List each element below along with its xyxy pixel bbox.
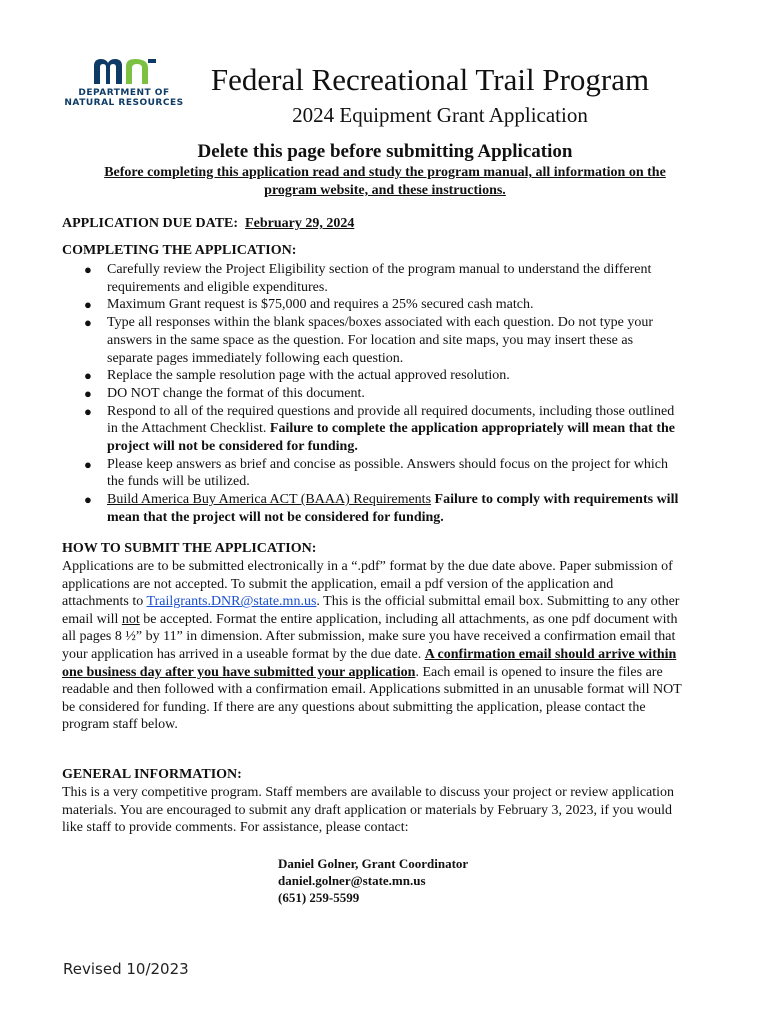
bullet-text: Replace the sample resolution page with the actual approved resolution. — [107, 368, 510, 384]
notice-line-1: Before completing this application read and study the program manual, all information on the — [104, 165, 666, 180]
bullet-icon: ● — [84, 262, 92, 277]
confirmation-email-notice: A confirmation email should arrive within one business day after you have submitted your application — [62, 646, 677, 680]
how-text-1: Applications are to be submitted electronically in a “.pdf” format by the due date above. Paper submission of applications are not accepted. To submit the application, email a pdf version of the application and attachments to — [62, 559, 673, 610]
bullet-icon: ● — [84, 315, 92, 331]
not-emphasis: not — [121, 611, 140, 627]
before-completing-notice — [60, 164, 710, 200]
bullet-icon: ● — [84, 368, 92, 384]
how-text-3: be accepted. Format the entire application, including all attachments, as one pdf document with all pages 8 ½” by 11” in dimension. After submission, make sure you have received a confirmation email that your application has arrived in a useable format by the due date. — [62, 611, 678, 662]
logo-line-1: DEPARTMENT OF — [78, 88, 170, 98]
contact-block — [278, 855, 468, 906]
page-title: Federal Recreational Trail Program — [210, 62, 650, 97]
page-subtitle: 2024 Equipment Grant Application — [292, 103, 588, 127]
notice-line-2: program website, and these instructions. — [264, 183, 506, 198]
due-date — [62, 215, 354, 233]
how-to-submit-heading: HOW TO SUBMIT THE APPLICATION: — [62, 541, 317, 556]
delete-notice-heading: Delete this page before submitting Application — [197, 141, 573, 162]
bullet-icon: ● — [84, 403, 92, 419]
bullet-icon: ● — [84, 492, 92, 508]
list-item — [62, 367, 682, 385]
revised-date: Revised 10/2023 — [63, 960, 189, 978]
how-text-4: . Each email is opened to insure the files are readable and then followed with a confirmation email. Applications submitted in an unusable format will NOT be considered for funding. If there are any questions about submitting the application, please contact the program staff below. — [62, 664, 682, 733]
bullet-icon: ● — [84, 456, 92, 472]
mn-dnr-logo — [58, 56, 190, 112]
list-item — [62, 491, 682, 526]
logo-line-2: NATURAL RESOURCES — [64, 98, 184, 108]
baaa-requirements-link[interactable]: Build America Buy America ACT (BAAA) Requirements — [107, 492, 432, 508]
trailgrants-email-link[interactable]: Trailgrants.DNR@state.mn.us — [146, 594, 317, 610]
contact-name: Daniel Golner, Grant Coordinator — [278, 856, 469, 871]
bullet-text: Please keep answers as brief and concise as possible. Answers should focus on the project for which the funds will be utilized. — [107, 456, 669, 490]
completing-heading: COMPLETING THE APPLICATION: — [62, 243, 297, 258]
contact-email[interactable]: daniel.golner@state.mn.us — [278, 873, 426, 888]
bullet-text: Maximum Grant request is $75,000 and requires a 25% secured cash match. — [107, 297, 534, 313]
bullet-icon: ● — [84, 297, 92, 313]
list-item — [62, 403, 682, 456]
due-date-label: APPLICATION DUE DATE: — [62, 216, 239, 231]
bullet-bold-text: Failure to comply with requirements will mean that the project will not be considered for funding. — [107, 492, 679, 525]
mn-logo-mark-icon — [92, 56, 158, 86]
list-item — [62, 456, 682, 491]
general-info-body: This is a very competitive program. Staff members are available to discuss your project or review application materials. You are encouraged to submit any draft application or materials by February 3, 2023, if you would like staff to provide comments. For assistance, please contact: — [62, 785, 675, 836]
list-item — [62, 296, 682, 314]
contact-phone: (651) 259-5599 — [278, 890, 360, 905]
bullet-bold-text: Failure to complete the application appropriately will mean that the project will not be considered for funding. — [107, 421, 675, 455]
bullet-text: Respond to all of the required questions and provide all required documents, including those outlined in the Attachment Checklist. — [107, 403, 675, 437]
logo-text — [58, 88, 190, 108]
completing-list — [62, 261, 682, 527]
how-to-submit-body — [62, 558, 682, 734]
due-date-value: February 29, 2024 — [245, 216, 355, 231]
how-text-2: . This is the official submittal email box. Submitting to any other email will — [62, 594, 680, 627]
general-info-heading: GENERAL INFORMATION: — [62, 767, 242, 782]
bullet-text: Type all responses within the blank spaces/boxes associated with each question. Do not type your answers in the same space as the question. For location and site maps, you may insert these as separate pages immediately following each question. — [107, 315, 654, 366]
bullet-text: DO NOT change the format of this document. — [107, 385, 365, 401]
list-item — [62, 385, 682, 403]
bullet-icon: ● — [84, 385, 92, 401]
bullet-text: Carefully review the Project Eligibility section of the program manual to understand the different requirements and eligible expenditures. — [107, 262, 652, 295]
list-item — [62, 261, 682, 296]
list-item — [62, 314, 682, 367]
